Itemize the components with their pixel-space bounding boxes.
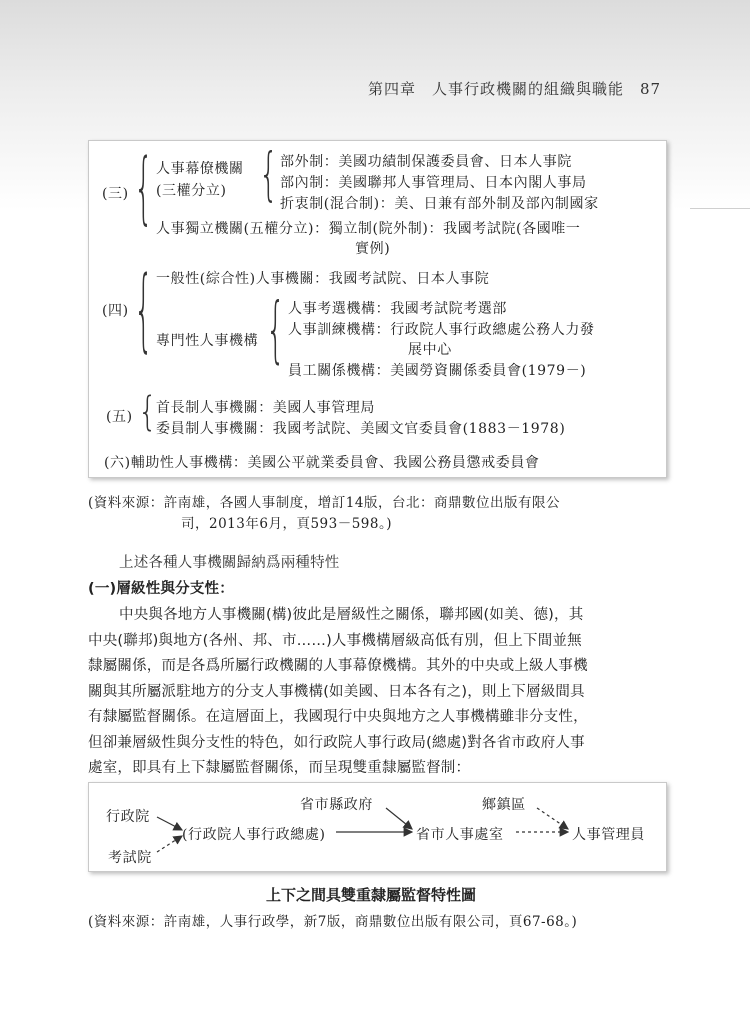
section-5-number: (五)	[106, 409, 133, 425]
node-executive-yuan: 行政院	[106, 809, 150, 825]
section-4-row-3: 人事訓練機構：行政院人事行政總處公務人力發	[288, 322, 595, 338]
body-line-4: 關與其所屬派駐地方的分支人事機構(如美國、日本各有之)，則上下層級間具	[88, 684, 585, 700]
node-local-government: 省市縣政府	[300, 797, 373, 813]
section-3-row-2: 部內制：美國聯邦人事管理局、日本內閣人事局	[280, 175, 587, 191]
node-personnel-office: 省市人事處室	[416, 827, 504, 843]
section-3-row-4: 人事獨立機關(五權分立)：獨立制(院外制)：我國考試院(各國唯一	[156, 221, 581, 237]
source-note-1-line-2: 司，2013年6月，頁593－598。)	[181, 516, 392, 532]
section-3-row-3: 折衷制(混合制)：美、日兼有部外制及部內制國家	[280, 196, 599, 212]
section-4-row-2: 人事考選機構：我國考試院考選部	[288, 301, 507, 317]
node-township: 鄉鎮區	[482, 797, 526, 813]
header-divider	[690, 208, 750, 209]
node-examination-yuan: 考試院	[108, 850, 152, 866]
section-3-number: (三)	[102, 186, 129, 202]
diagram-caption: 上下之間具雙重隸屬監督特性圖	[266, 886, 477, 904]
body-line-5: 有隸屬監督關係。在這層面上，我國現行中央與地方之人事機構雖非分支性，	[88, 709, 588, 725]
section-3-brace: {	[134, 143, 154, 235]
source-note-2: (資料來源：許南雄，人事行政學，新7版，商鼎數位出版有限公司，頁67-68。)	[88, 914, 578, 930]
section-4-sub-brace: {	[266, 289, 286, 374]
section-4-row-4: 員工關係機構：美國勞資關係委員會(1979－)	[288, 363, 587, 379]
body-line-6: 但卻兼層級性與分支性的特色，如行政院人事行政局(總處)對各省市政府人事	[88, 735, 585, 751]
section-4-row-3-cont: 展中心	[408, 342, 452, 358]
section-4-row-1: 一般性(綜合性)人事機關：我國考試院、日本人事院	[156, 271, 490, 287]
section-5-brace: {	[138, 388, 158, 436]
section-3-row-1: 部外制：美國功績制保護委員會、日本人事院	[280, 154, 572, 170]
body-line-2: 中央(聯邦)與地方(各州、邦、市……)人事機構層級高低有別，但上下間並無	[88, 633, 582, 649]
node-personnel-officer: 人事管理員	[572, 827, 645, 843]
section-3-row-4-cont: 實例)	[355, 241, 391, 257]
section-heading-1: (一)層級性與分支性：	[88, 581, 234, 597]
section-5-row-2: 委員制人事機關：我國考試院、美國文官委員會(1883－1978)	[156, 421, 566, 437]
running-header: 第四章 人事行政機關的組織與職能 87	[368, 80, 662, 98]
section-3-staff-label: 人事幕僚機關	[156, 161, 244, 177]
body-line-3: 隸屬關係，而是各爲所屬行政機關的人事幕僚機構。其外的中央或上級人事機	[88, 658, 588, 674]
section-3-sub-brace: {	[259, 142, 279, 209]
source-note-1-line-1: (資料來源：許南雄，各國人事制度，增訂14版，台北：商鼎數位出版有限公	[88, 495, 560, 511]
body-line-7: 處室，即具有上下隸屬監督關係，而呈現雙重隸屬監督制：	[88, 760, 471, 776]
section-6-row: (六)輔助性人事機構：美國公平就業委員會、我國公務員懲戒委員會	[104, 455, 540, 471]
intro-text: 上述各種人事機關歸納爲兩種特性	[119, 555, 340, 571]
section-3-staff-sublabel: (三權分立)	[156, 183, 227, 199]
section-4-brace: {	[134, 259, 154, 364]
node-dgpa: (行政院人事行政總處)	[182, 827, 326, 843]
section-4-number: (四)	[102, 303, 129, 319]
section-4-specialized-label: 專門性人事機構	[156, 333, 259, 349]
section-5-row-1: 首長制人事機關：美國人事管理局	[156, 400, 375, 416]
body-line-1: 中央與各地方人事機關(構)彼此是層級性之關係，聯邦國(如美、德)，其	[119, 607, 584, 623]
